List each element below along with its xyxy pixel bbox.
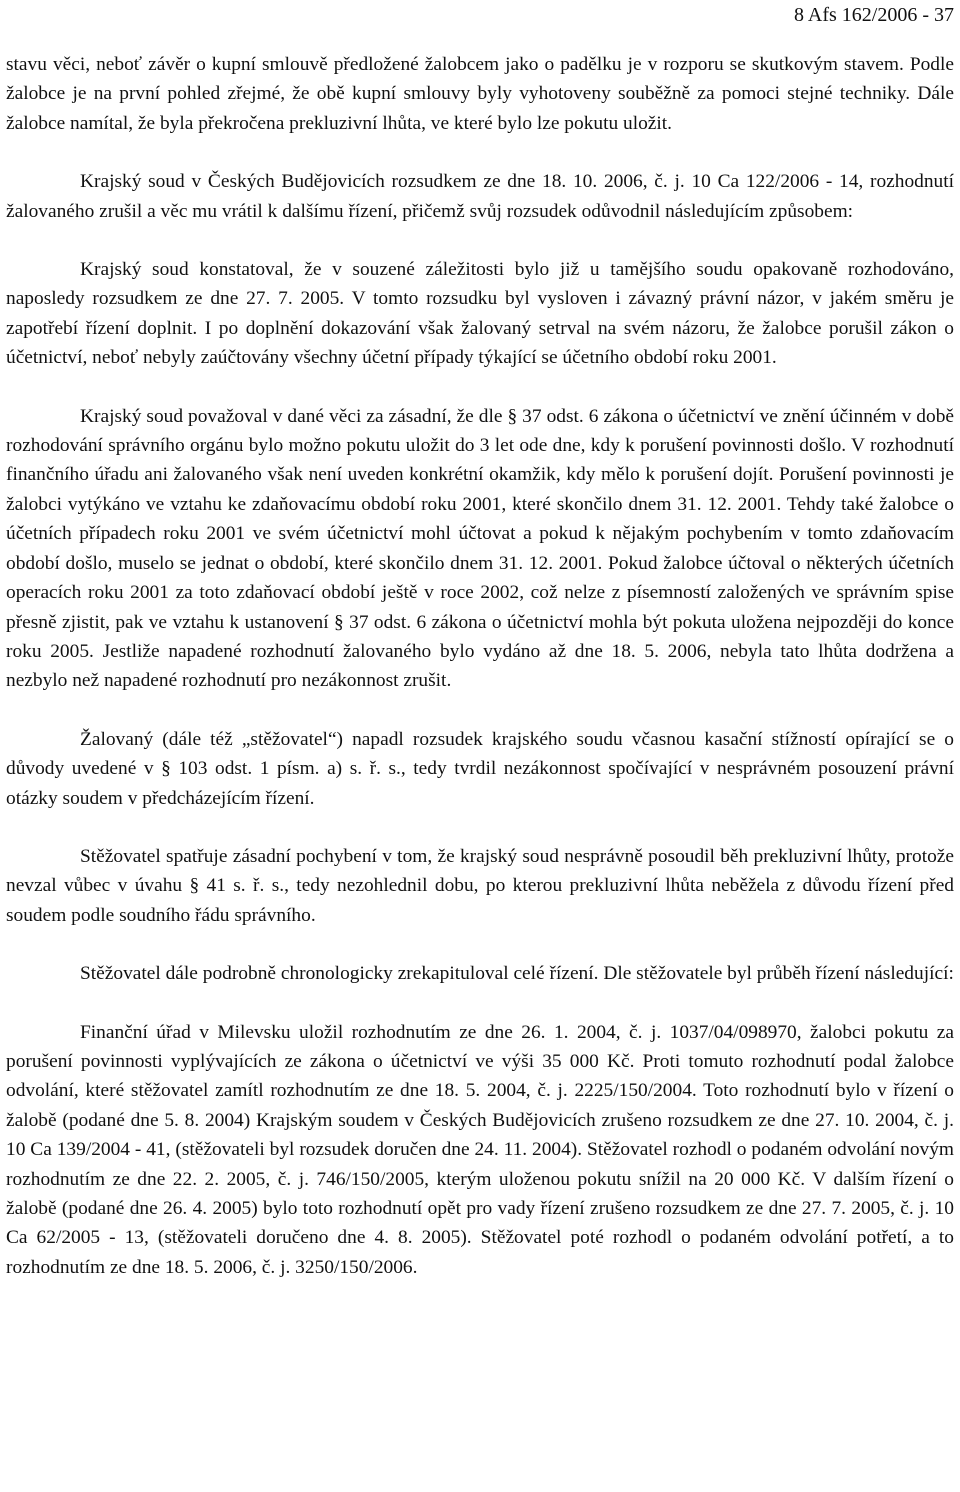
paragraph-spacer	[6, 373, 954, 402]
document-body	[6, 50, 954, 1282]
paragraph-7: Stěžovatel dále podrobně chronologicky zrekapituloval celé řízení. Dle stěžovatele byl průběh řízení následující:	[80, 963, 954, 985]
paragraph-1: stavu věci, neboť závěr o kupní smlouvě předložené žalobcem jako o padělku je v rozporu se skutkovým stavem. Podle žalobce je na první pohled zřejmé, že obě kupní smlouvy byly vyhotoveny souběžně za pomoci stejné techniky. Dále žalobce namítal, že byla překročena prekluzivní lhůta, ve které bylo lze pokutu uložit.	[6, 54, 954, 134]
paragraph-spacer	[6, 138, 954, 167]
page-header	[794, 2, 954, 28]
paragraph-2: Krajský soud v Českých Budějovicích rozsudkem ze dne 18. 10. 2006, č. j. 10 Ca 122/2006 - 14, rozhodnutí žalovaného zrušil a věc mu vrátil k dalšímu řízení, přičemž svůj rozsudek odůvodnil následujícím způsobem:	[6, 171, 954, 222]
paragraph-8: Finanční úřad v Milevsku uložil rozhodnutím ze dne 26. 1. 2004, č. j. 1037/04/098970, žalobci pokutu za porušení povinnosti vyplývajících ze zákona o účetnictví ve výši 35 000 Kč. Proti tomuto rozhodnutí podal žalobce odvolání, které stěžovatel zamítl rozhodnutím ze dne 18. 5. 2004, č. j. 2225/150/2004. Toto rozhodnutí bylo v řízení o žalobě (podané dne 5. 8. 2004) Krajským soudem v Českých Budějovicích zrušeno rozsudkem ze dne 27. 10. 2004, č. j. 10 Ca 139/2004 - 41, (stěžovateli byl rozsudek doručen dne 24. 11. 2004). Stěžovatel rozhodl o podaném odvolání novým rozhodnutím ze dne 22. 2. 2005, č. j. 746/150/2005, kterým uloženou pokutu snížil na 20 000 Kč. V dalším řízení o žalobě (podané dne 26. 4. 2005) bylo toto rozhodnutí opět pro vady řízení zrušeno rozsudkem ze dne 27. 7. 2005, č. j. 10 Ca 62/2005 - 13, (stěžovateli doručeno dne 4. 8. 2005). Stěžovatel poté rozhodl o podaném odvolání potřetí, a to rozhodnutím ze dne 18. 5. 2006, č. j. 3250/150/2006.	[6, 1021, 954, 1278]
paragraph-4: Krajský soud považoval v dané věci za zásadní, že dle § 37 odst. 6 zákona o účetnictví ve znění účinném v době rozhodování správního orgánu bylo možno pokutu uložit do 3 let ode dne, kdy k porušení povinnosti došlo. V rozhodnutí finančního úřadu ani žalovaného však není uveden konkrétní okamžik, kdy mělo k porušení dojít. Porušení povinnosti je žalobci vytýkáno ve vztahu ke zdaňovacímu období roku 2001, které skončilo dnem 31. 12. 2001. Tehdy také žalobce o účetních případech roku 2001 ve svém účetnictví mohl účtovat a pokud k nějakým pochybením v tomto zdaňovacím období došlo, muselo se jednat o období, které skončilo dnem 31. 12. 2001. Pokud žalobce účtoval o některých účetních operacích roku 2001 za toto zdaňovací období ještě v roce 2002, což nelze z písemností založených ve správním spise přesně zjistit, pak ve vztahu k ustanovení § 37 odst. 6 zákona o účetnictví mohla být pokuta uložena nejpozději do konce roku 2005. Jestliže napadené rozhodnutí žalovaného bylo vydáno až dne 18. 5. 2006, nebyla tato lhůta dodržena a nezbylo než napadené rozhodnutí pro nezákonnost zrušit.	[6, 405, 954, 692]
paragraph-spacer	[6, 226, 954, 255]
paragraph-6: Stěžovatel spatřuje zásadní pochybení v tom, že krajský soud nesprávně posoudil běh prekluzivní lhůty, protože nevzal vůbec v úvahu § 41 s. ř. s., tedy nezohlednil dobu, po kterou prekluzivní lhůta neběžela z důvodu řízení před soudem podle soudního řádu správního.	[6, 845, 954, 926]
paragraph-spacer	[6, 813, 954, 842]
paragraph-spacer	[6, 696, 954, 725]
paragraph-5: Žalovaný (dále též „stěžovatel“) napadl rozsudek krajského soudu včasnou kasační stížností opírající se o důvody uvedené v § 103 odst. 1 písm. a) s. ř. s., tedy tvrdil nezákonnost spočívající v nesprávném posouzení právní otázky soudem v předcházejícím řízení.	[6, 728, 954, 809]
case-reference: 8 Afs 162/2006 - 37	[794, 4, 954, 26]
paragraph-3: Krajský soud konstatoval, že v souzené záležitosti bylo již u tamějšího soudu opakovaně rozhodováno, naposledy rozsudkem ze dne 27. 7. 2005. V tomto rozsudku byl vysloven i závazný právní názor, v jakém směru je zapotřebí řízení doplnit. I po doplnění dokazování však žalovaný setrval na svém názoru, že žalobce porušil zákon o účetnictví, neboť nebyly zaúčtovány všechny účetní případy týkající se účetního období roku 2001.	[6, 259, 954, 369]
paragraph-spacer	[6, 930, 954, 959]
paragraph-spacer	[6, 989, 954, 1018]
